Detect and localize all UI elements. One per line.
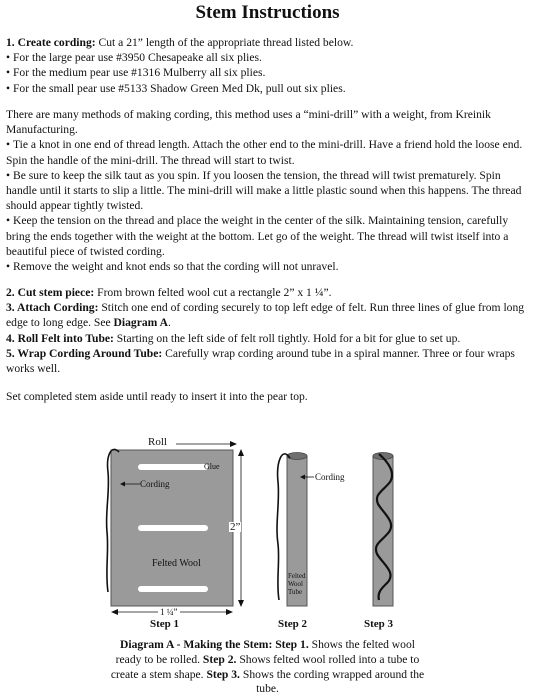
step1-bullet-3: • For the small pear use #5133 Shadow Green Med Dk, pull out six plies. [6, 81, 530, 96]
step1-text: Cut a 21” length of the appropriate thread listed below. [95, 36, 354, 49]
tube-top [287, 453, 307, 460]
glue-label: Glue [204, 462, 220, 471]
step5-paragraph [6, 346, 530, 376]
step1-bullet-1: • For the large pear use #3950 Chesapeake all six plies. [6, 50, 530, 65]
step3-heading: 3. Attach Cording: [6, 301, 99, 315]
methods-section [6, 107, 530, 274]
step1-bullet-2: • For the medium pear use #1316 Mulberry all six plies. [6, 65, 530, 80]
step2-paragraph [6, 285, 530, 300]
step2-heading: 2. Cut stem piece: [6, 286, 95, 299]
steps-section [6, 285, 530, 376]
diagram-a [96, 432, 440, 632]
step4-paragraph [6, 331, 530, 346]
step3-tail: . [167, 316, 171, 330]
step3-diagram-ref: Diagram A [113, 316, 168, 330]
step3-label: Step 3 [364, 618, 394, 630]
glue-line-3 [138, 586, 208, 592]
cording-label: Cording [140, 479, 170, 489]
diagram-drawing [96, 432, 440, 632]
step4-text: Starting on the left side of felt roll tightly. Hold for a bit for glue to set up. [113, 331, 461, 345]
methods-intro: There are many methods of making cording, this method uses a “mini-drill” with a weight, from Kreinik Manufacturing. [6, 108, 491, 137]
step3-paragraph [6, 300, 530, 330]
caption-step1-bold: Step 1. [272, 638, 309, 651]
methods-bullet-3: • Keep the tension on the thread and place the weight in the center of the silk. Maintaining tension, carefully bring the ends together with the weight at the bottom. Let go of the weight. The thread will twist itself into a beautiful piece of twisted cording. [6, 213, 530, 259]
glue-line-1 [138, 464, 208, 470]
step4-heading: 4. Roll Felt into Tube: [6, 331, 114, 345]
roll-arrow-head [230, 441, 237, 447]
roll-label: Roll [148, 436, 167, 448]
closing-text: Set completed stem aside until ready to insert it into the pear top. [6, 390, 308, 403]
glue-line-2 [138, 525, 208, 531]
caption-step3-bold: Step 3. [203, 667, 240, 681]
page-title: Stem Instructions [195, 2, 340, 23]
step5-text: Carefully wrap cording around tube in a spiral manner. Three or four wraps works well. [6, 346, 515, 376]
step1-label: Step 1 [150, 618, 180, 630]
caption-step2-bold: Step 2. [200, 652, 237, 666]
step3-text: Stitch one end of cording securely to top left edge of felt. Run three lines of glue from long edge to long edge. See [6, 301, 525, 330]
methods-bullet-4: • Remove the weight and knot ends so that the cording will not unravel. [6, 259, 530, 274]
methods-bullet-2: • Be sure to keep the silk taut as you spin. If you loosen the tension, the thread will twist prematurely. Spin handle until it starts to slip a little. The mini-drill will make a little plastic sound when this happens. The thread should appear tightly twisted. [6, 168, 530, 214]
height-arrow-top [238, 449, 244, 456]
step1-section [6, 35, 530, 96]
step2-text: From brown felted wool cut a rectangle 2” x 1 ¼”. [94, 286, 332, 299]
height-arrow-bottom [238, 600, 244, 607]
caption-lead: Diagram A - Making the Stem: [120, 638, 273, 651]
tube-cording-label: Cording [315, 472, 345, 482]
step1-paragraph [6, 35, 530, 50]
height-label: 2” [230, 521, 241, 533]
width-label: 1 ¼” [160, 607, 178, 617]
step1-heading: 1. Create cording: [6, 36, 96, 49]
methods-bullet-1: • Tie a knot in one end of thread length. Attach the other end to the mini-drill. Have a friend hold the loose end. Spin the handle of the mini-drill. The thread will start to twist. [6, 137, 530, 167]
tube-text: Felted Wool Tube [288, 572, 306, 596]
caption-step1-text: Shows the felted wool ready to be rolled. [115, 638, 415, 666]
width-arrow-right [226, 609, 233, 615]
felted-wool-label: Felted Wool [152, 558, 201, 569]
step5-heading: 5. Wrap Cording Around Tube: [6, 346, 163, 360]
diagram-caption [110, 638, 425, 697]
step2-label: Step 2 [278, 618, 308, 630]
caption-step3-text: Shows the cording wrapped around the tube. [239, 667, 425, 696]
width-arrow-left [111, 609, 118, 615]
caption-step2-text: Shows felted wool rolled into a tube to create a stem shape. [110, 652, 420, 681]
